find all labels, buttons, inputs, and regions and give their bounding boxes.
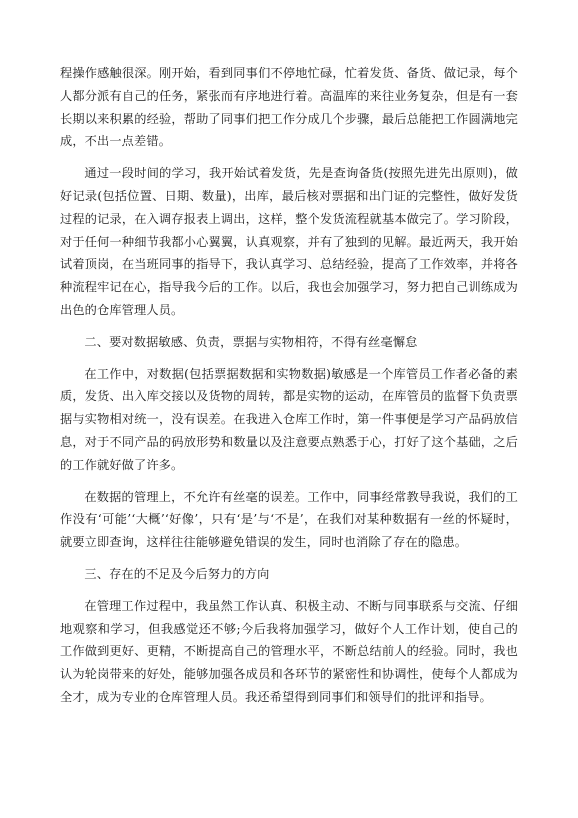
section-heading: 二、要对数据敏感、负责，票据与实物相符，不得有丝毫懈怠 xyxy=(84,334,418,349)
paragraph: 在工作中，对数据(包括票据数据和实物数据)敏感是一个库管员工作者必备的素质，发货、出入库交接以及货物的周转，都是实物的运动，在库管员的监督下负责票据与实物相对统一，没有误差。在我进入仓库工作时，第一件事便是学习产品码放信息，对于不同产品的码放形势和数量以及注意要点熟悉于心，打好了这个基础，之后的工作就好做了许多。 xyxy=(60,366,518,472)
document-body xyxy=(60,62,518,709)
paragraph: 在数据的管理上，不允许有丝毫的误差。工作中，同事经常教导我说，我们的工作没有‘可能’‘大概’‘好像’，只有‘是’与‘不是’，在我们对某种数据有一丝的怀疑时，就要立即查询，这样往往能够避免错误的发生，同时也消除了存在的隐患。 xyxy=(60,489,518,550)
paragraph: 在管理工作过程中，我虽然工作认真、积极主动、不断与同事联系与交流、仔细地观察和学习，但我感觉还不够;今后我将加强学习，做好个人工作计划，使自己的工作做到更好、更精，不断提高自己的管理水平，不断总结前人的经验。同时，我也认为轮岗带来的好处，能够加强各成员和各环节的紧密性和协调性，使每个人都成为全才，成为专业的仓库管理人员。我还希望得到同事们和领导们的批评和指导。 xyxy=(60,598,518,704)
paragraph-continued: 程操作感触很深。刚开始，看到同事们不停地忙碌，忙着发货、备货、做记录，每个人都分派有自己的任务，紧张而有序地进行着。高温库的来往业务复杂，但是有一套长期以来积累的经验，帮助了同事们把工作分成几个步骤，最后总能把工作圆满地完成，不出一点差错。 xyxy=(60,66,518,149)
paragraph: 通过一段时间的学习，我开始试着发货，先是查询备货(按照先进先出原则)，做好记录(包括位置、日期、数量)，出库，最后核对票据和出门证的完整性，做好发货过程的记录，在入调存报表上调出，这样，整个发货流程就基本做完了。学习阶段，对于任何一种细节我都小心翼翼，认真观察，并有了独到的见解。最近两天，我开始试着顶岗，在当班同事的指导下，我认真学习、总结经验，提高了工作效率，并将各种流程牢记在心，指导我今后的工作。以后，我也会加强学习，努力把自己训练成为出色的仓库管理人员。 xyxy=(60,166,518,317)
section-heading: 三、存在的不足及今后努力的方向 xyxy=(84,566,270,581)
